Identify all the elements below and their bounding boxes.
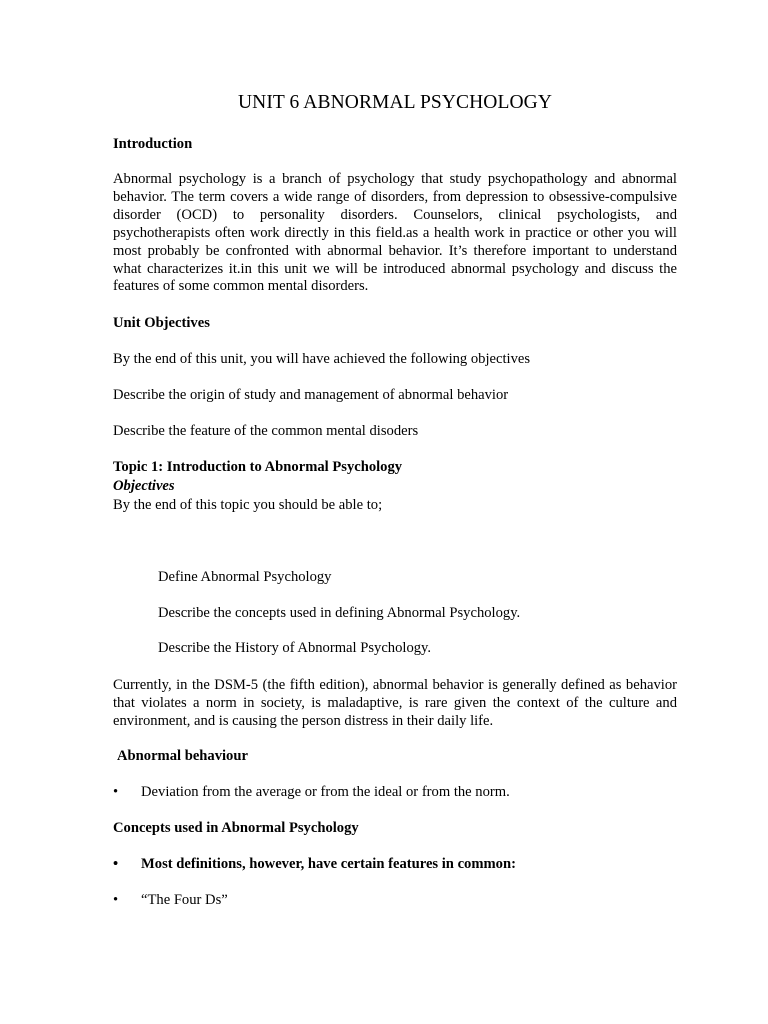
- unit-objectives-heading: Unit Objectives: [113, 315, 210, 331]
- abnormal-behaviour-heading: Abnormal behaviour: [117, 748, 248, 764]
- introduction-heading: Introduction: [113, 136, 193, 152]
- concepts-heading: Concepts used in Abnormal Psychology: [113, 820, 359, 836]
- introduction-paragraph: Abnormal psychology is a branch of psychology that study psychopathology and abnormal behavior. The term covers a wide range of disorders, from depression to obsessive-compulsive disorder (OCD) to personality disorders. Counselors, clinical psychologists, and psychotherapists often work directly in this field.as a health work in practice or other you will most probably be confronted with abnormal behavior. It’s therefore important to understand what characterizes it.in this unit we will be introduced abnormal psychology and discuss the features of some common mental disorders.: [113, 171, 677, 295]
- concepts-bullet-text-1: Most definitions, however, have certain features in common:: [141, 856, 516, 872]
- dsm-definition-paragraph: Currently, in the DSM-5 (the fifth edition), abnormal behavior is generally defined as behavior that violates a norm in society, is maladaptive, is rare given the context of the culture and environment, and is causing the person distress in their daily life.: [113, 677, 677, 729]
- concepts-bullet-row-1: [113, 856, 516, 873]
- topic-1-lead-text: By the end of this topic you should be able to;: [113, 497, 383, 513]
- topic-1-heading: Topic 1: Introduction to Abnormal Psychology: [113, 459, 403, 475]
- topic-1-objectives-label: Objectives: [113, 478, 175, 494]
- topic-1-item-2: Describe the concepts used in defining Abnormal Psychology.: [158, 605, 521, 621]
- topic-1-item-3: Describe the History of Abnormal Psychology.: [158, 640, 432, 656]
- abnormal-behaviour-bullet-row: [113, 784, 510, 801]
- bullet-icon: •: [113, 856, 119, 872]
- topic-1-item-1: Define Abnormal Psychology: [158, 569, 332, 585]
- objectives-lead-text: By the end of this unit, you will have achieved the following objectives: [113, 351, 531, 367]
- bullet-icon: •: [113, 892, 119, 908]
- document-title: UNIT 6 ABNORMAL PSYCHOLOGY: [237, 92, 553, 113]
- objective-item-1: Describe the origin of study and management of abnormal behavior: [113, 387, 509, 403]
- concepts-bullet-row-2: [113, 892, 228, 909]
- abnormal-behaviour-bullet-text: Deviation from the average or from the ideal or from the norm.: [141, 784, 510, 800]
- bullet-icon: •: [113, 784, 119, 800]
- objective-item-2: Describe the feature of the common mental disoders: [113, 423, 419, 439]
- concepts-bullet-text-2: “The Four Ds”: [141, 892, 228, 908]
